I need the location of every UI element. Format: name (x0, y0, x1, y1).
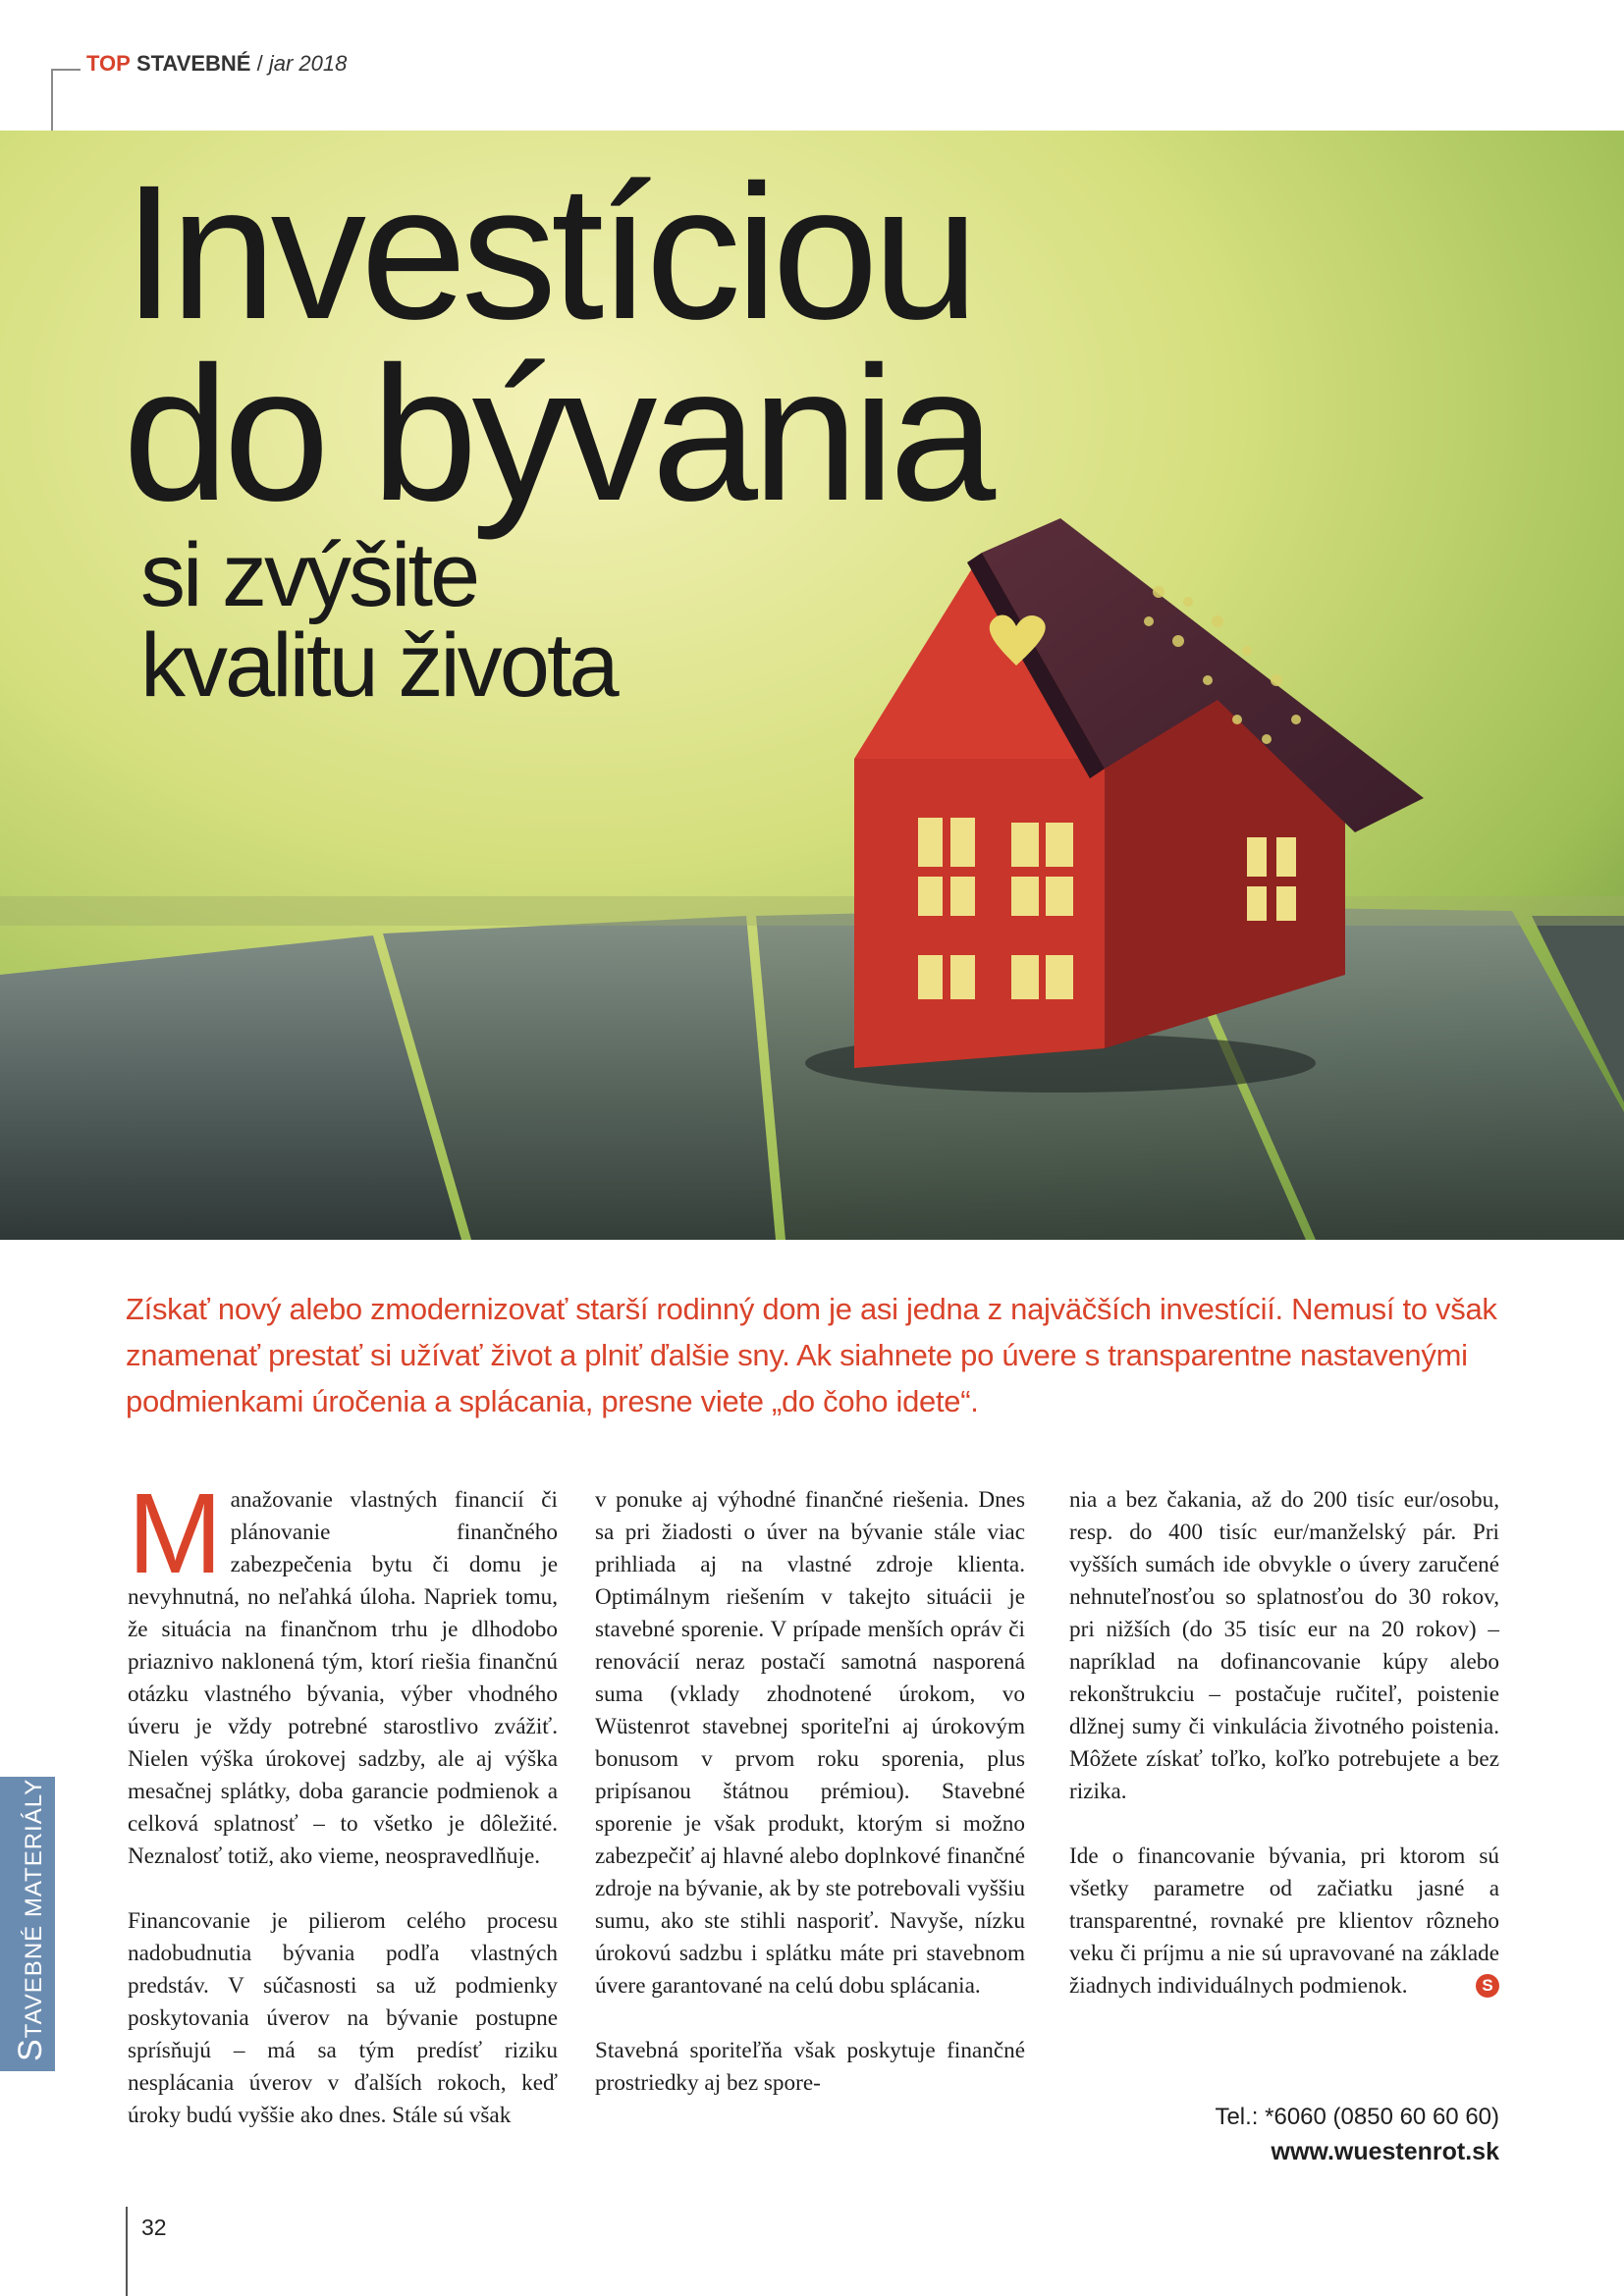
side-label-initial: S (12, 2038, 49, 2061)
paragraph (128, 1469, 558, 1873)
title-line-2: do bývania (123, 327, 991, 542)
header-section: STAVEBNÉ (135, 51, 251, 76)
paragraph: nia a bez čakania, až do 200 tisíc eur/osobu, resp. do 400 tisíc eur/manželský pár. Pri vyšších sumách ide obvykle o úvery zaručené nehnuteľnosťou so splatnosťou do 30 rokov, pri nižších (do 35 tisíc eur na 20 rokov) – napríklad na dofinancovanie kúpy alebo rekonštrukciu – postačuje ručiteľ, poistenie dlžnej sumy či vinkulácia životného poistenia. Môžete získať toľko, koľko potrebujete a bez rizika. (1069, 1487, 1499, 1804)
contact-website[interactable]: www.wuestenrot.sk (1271, 2138, 1499, 2165)
subtitle-line-1: si zvýšite (140, 524, 478, 625)
side-label-rest: TAVEBNÉ MATERIÁLY (21, 1778, 47, 2039)
header-rule-horizontal (51, 69, 81, 71)
header-top: TOP (86, 51, 131, 76)
side-tab-rule (0, 2071, 55, 2073)
paragraph (1069, 1841, 1499, 2002)
paragraph-text: Ide o financovanie bývania, pri ktorom sú všetky parametre od začiatku jasné a transparentné, rovnaké pre klientov rôzneho veku či príjmu a nie sú upravované na základe žiadnych individuálnych podmienok. (1069, 1843, 1499, 1999)
contact-block (1069, 2101, 1499, 2169)
paragraph: Financovanie je pilierom celého procesu nadobudnutia bývania podľa vlastných predstáv. V súčasnosti sa už podmienky poskytovania úverov na bývanie postupne sprísňujú – má sa tým predísť riziku nesplácania úverov v ďalších rokoch, keď úroky budú vyššie ako dnes. Stále sú však (128, 1908, 558, 2128)
page-number: 32 (141, 2215, 167, 2240)
footer-rule (126, 2207, 128, 2296)
body-column-1 (128, 1469, 558, 2164)
contact-phone: Tel.: *6060 (0850 60 60 60) (1215, 2104, 1499, 2130)
paragraph: v ponuke aj výhodné finančné riešenia. Dnes sa pri žiadosti o úver na bývanie stále viac prihliada aj na vlastné zdroje klienta. Optimálnym riešením v takejto situácii je stavebné sporenie. V prípade menších opráv či renovácií neraz postačí samotná nasporená suma (vklady zhodnotené úrokom, vo Wüstenrot stavebnej sporiteľni aj úrokovým bonusom v prvom roku sporenia, plus pripísanou štátnou prémiou). Stavebné sporenie je však produkt, ktorým si možno zabezpečiť aj hlavné alebo doplnkové finančné zdroje na bývanie, ak by ste potrebovali vyššiu sumu, ako ste stihli nasporiť. Navyše, nízku úrokovú sadzbu i splátku máte pri stavebnom úvere garantované na celú dobu splácania. (595, 1487, 1025, 1999)
end-mark-icon: S (1476, 1974, 1499, 1998)
subtitle-line-2: kvalitu života (140, 614, 617, 716)
title-line-1: Investíciou (123, 145, 974, 359)
article-title (123, 145, 991, 716)
header-issue: jar 2018 (268, 51, 348, 76)
body-column-2 (595, 1484, 1025, 2132)
paragraph-text: anažovanie vlastných financií či plánovanie finančného zabezpečenia bytu či domu je nevyhnutná, no neľahká úloha. Napriek tomu, že situácia na finančnom trhu je dlhodobo priaznivo naklonená tým, ktorí riešia finančnú otázku vlastného bývania, výber vhodného úveru je vždy potrebné starostlivo zvážiť. Nielen výška úrokovej sadzby, ale aj výška mesačnej splátky, doba garancie podmienok a celková splatnosť – to všetko je dôležité. Neznalosť totiž, ako vieme, neospravedlňuje. (128, 1487, 558, 1869)
running-header (86, 51, 347, 77)
drop-cap: M (128, 1469, 223, 1597)
paragraph: Stavebná sporiteľňa však poskytuje finančné prostriedky aj bez spore- (595, 2038, 1025, 2096)
body-column-3 (1069, 1484, 1499, 2035)
section-side-label (12, 1779, 50, 2061)
header-separator: / (250, 51, 269, 76)
article-lead: Získať nový alebo zmodernizovať starší rodinný dom je asi jedna z najväčších investícií. Nemusí to však znamenať prestať si užívať život a plniť ďalšie sny. Ak siahnete po úvere s transparentne nastavenými podmienkami úročenia a splácania, presne viete „do čoho idete“. (126, 1292, 1497, 1418)
